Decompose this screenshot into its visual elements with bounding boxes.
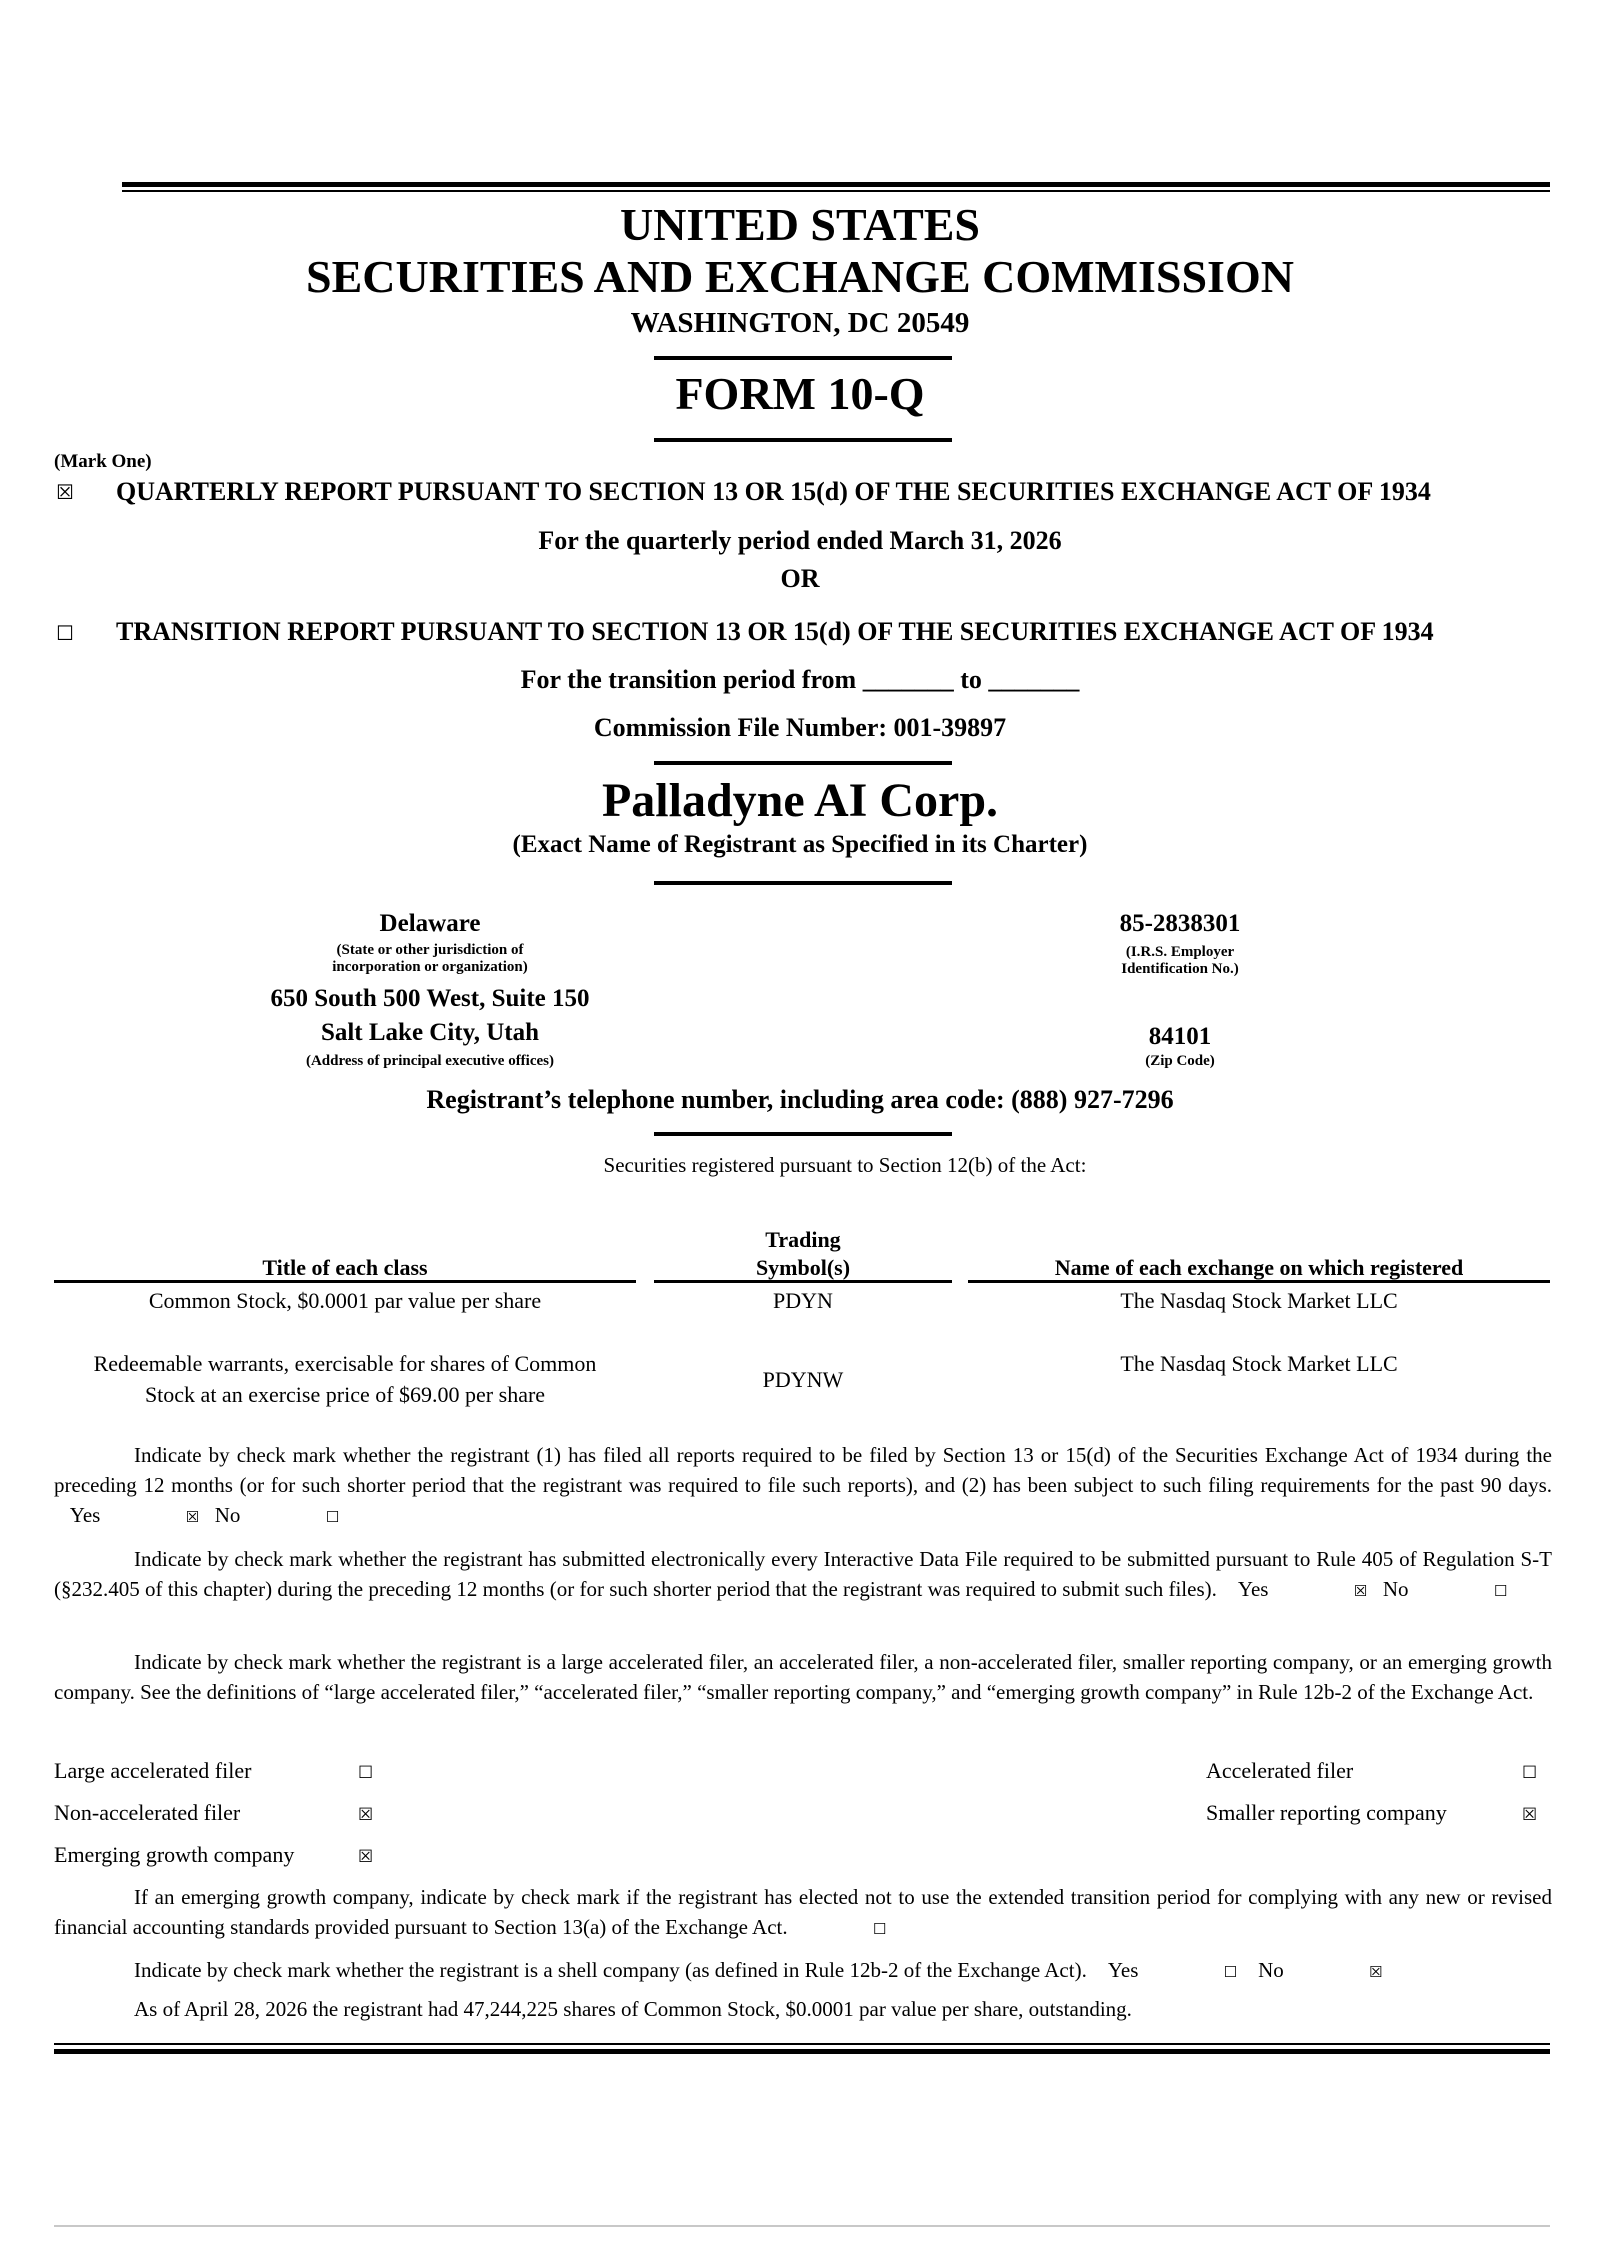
yes-checkbox[interactable]: ☒ bbox=[1353, 1582, 1368, 1600]
address-line-1: 650 South 500 West, Suite 150 bbox=[270, 985, 590, 1012]
divider-rule bbox=[654, 761, 952, 765]
interactive-data-text: Indicate by check mark whether the registrant has submitted electronically every Interactive Data File required to be submitted pursuant to Rule 405 of Regulation S-T (§232.405 of this chapter) during the preceding 12 months (or for such shorter period that the registrant was required to submit such files). bbox=[54, 1547, 1552, 1601]
yes-checkbox[interactable]: ☒ bbox=[185, 1508, 200, 1526]
page-footer-rule bbox=[54, 2225, 1550, 2227]
yes-checkbox[interactable]: ☐ bbox=[1223, 1963, 1238, 1981]
quarterly-report-label: QUARTERLY REPORT PURSUANT TO SECTION 13 OR 15(d) OF THE SECURITIES EXCHANGE ACT OF 1934 bbox=[116, 477, 1431, 506]
accelerated-filer-checkbox[interactable]: ☐ bbox=[1522, 1763, 1538, 1783]
no-label: No bbox=[214, 1503, 241, 1527]
no-checkbox[interactable]: ☐ bbox=[1493, 1582, 1508, 1600]
state-of-incorporation: Delaware bbox=[379, 910, 481, 937]
table-cell-title-line-2: Stock at an exercise price of $69.00 per share bbox=[144, 1382, 546, 1407]
filer-type-paragraph: Indicate by check mark whether the registrant is a large accelerated filer, an accelerated filer, a non-accelerated filer, smaller reporting company, or an emerging growth company. See the definitions of “large accelerated filer,” “accelerated filer,” “smaller reporting company,” and “emerging growth company” in Rule 12b-2 of the Exchange Act. bbox=[54, 1650, 1552, 1704]
header-line-1: UNITED STATES bbox=[619, 199, 981, 250]
non-accelerated-filer-label: Non-accelerated filer bbox=[54, 1800, 241, 1825]
table-cell-symbol: PDYN bbox=[773, 1288, 833, 1313]
header-rule bbox=[54, 1280, 636, 1283]
shares-outstanding-paragraph: As of April 28, 2026 the registrant had 47,244,225 shares of Common Stock, $0.0001 par value per share, outstanding. bbox=[134, 1997, 1132, 2021]
accelerated-filer-label: Accelerated filer bbox=[1206, 1758, 1354, 1783]
or-separator: OR bbox=[780, 564, 820, 593]
table-cell-title: Common Stock, $0.0001 par value per share bbox=[148, 1288, 542, 1313]
registrant-telephone: Registrant’s telephone number, including area code: (888) 927-7296 bbox=[426, 1085, 1174, 1114]
yes-label: Yes bbox=[1237, 1577, 1269, 1601]
header-trading-symbol-line-1: Trading bbox=[765, 1227, 841, 1252]
extended-transition-checkbox[interactable]: ☐ bbox=[872, 1920, 887, 1938]
divider-rule bbox=[654, 356, 952, 360]
commission-file-number: Commission File Number: 001-39897 bbox=[593, 713, 1007, 742]
shell-company-paragraph bbox=[54, 1955, 1552, 1987]
smaller-reporting-company-checkbox[interactable]: ☒ bbox=[1522, 1805, 1538, 1825]
ein-caption-line-1: (I.R.S. Employer bbox=[1125, 944, 1235, 960]
bottom-rule-thick bbox=[54, 2049, 1550, 2054]
extended-transition-paragraph bbox=[54, 1882, 1552, 1944]
securities-intro: Securities registered pursuant to Section 12(b) of the Act: bbox=[603, 1153, 1087, 1177]
quarterly-checkbox[interactable]: ☒ bbox=[56, 480, 74, 504]
large-accelerated-filer-checkbox[interactable]: ☐ bbox=[358, 1763, 374, 1783]
address-line-2: Salt Lake City, Utah bbox=[320, 1019, 540, 1046]
large-accelerated-filer-label: Large accelerated filer bbox=[54, 1758, 252, 1783]
divider-rule bbox=[654, 1132, 952, 1136]
no-label: No bbox=[1258, 1958, 1284, 1982]
interactive-data-paragraph bbox=[54, 1544, 1552, 1606]
yes-label: Yes bbox=[1107, 1958, 1139, 1982]
ein-caption-line-2: Identification No.) bbox=[1121, 961, 1239, 977]
filing-requirements-text: Indicate by check mark whether the registrant (1) has filed all reports required to be filed by Section 13 or 15(d) of the Securities Exchange Act of 1934 during the preceding 12 months (or for such shorter period that the registrant was required to file such reports), and (2) has been subject to such filing requirements for the past 90 days. bbox=[54, 1443, 1552, 1497]
bottom-rule-thin bbox=[54, 2043, 1550, 2045]
no-checkbox[interactable]: ☐ bbox=[325, 1508, 340, 1526]
top-rule-thin bbox=[122, 190, 1550, 192]
header-title-of-class: Title of each class bbox=[262, 1255, 428, 1280]
transition-report-label: TRANSITION REPORT PURSUANT TO SECTION 13 OR 15(d) OF THE SECURITIES EXCHANGE ACT OF 1934 bbox=[116, 617, 1434, 646]
state-caption-line-2: incorporation or organization) bbox=[332, 959, 528, 975]
zip-code: 84101 bbox=[1148, 1023, 1212, 1050]
transition-period: For the transition period from _______ to _______ bbox=[520, 665, 1080, 694]
transition-checkbox[interactable]: ☐ bbox=[56, 621, 74, 645]
no-label: No bbox=[1382, 1577, 1409, 1601]
no-checkbox[interactable]: ☒ bbox=[1369, 1963, 1383, 1981]
divider-rule bbox=[654, 438, 952, 442]
non-accelerated-filer-checkbox[interactable]: ☒ bbox=[358, 1805, 374, 1825]
zip-caption: (Zip Code) bbox=[1145, 1053, 1215, 1069]
mark-one-label: (Mark One) bbox=[54, 451, 152, 472]
header-rule bbox=[968, 1280, 1550, 1283]
state-caption-line-1: (State or other jurisdiction of bbox=[336, 942, 524, 958]
header-line-3: WASHINGTON, DC 20549 bbox=[630, 307, 970, 339]
yes-label: Yes bbox=[69, 1503, 101, 1527]
header-rule bbox=[654, 1280, 952, 1283]
ein-number: 85-2838301 bbox=[1119, 910, 1241, 937]
table-cell-exchange: The Nasdaq Stock Market LLC bbox=[1120, 1288, 1398, 1313]
registrant-name-caption: (Exact Name of Registrant as Specified in its Charter) bbox=[512, 831, 1088, 858]
address-caption: (Address of principal executive offices) bbox=[305, 1053, 554, 1069]
form-title: FORM 10-Q bbox=[675, 368, 925, 419]
divider-rule bbox=[654, 881, 952, 885]
quarterly-period: For the quarterly period ended March 31, 2026 bbox=[538, 526, 1062, 555]
shell-company-text: Indicate by check mark whether the registrant is a shell company (as defined in Rule 12b-2 of the Exchange Act). bbox=[134, 1958, 1087, 1982]
registrant-name: Palladyne AI Corp. bbox=[601, 774, 999, 827]
top-rule-thick bbox=[122, 182, 1550, 187]
table-cell-title: Redeemable warrants, exercisable for shares of Common bbox=[93, 1351, 597, 1376]
filing-requirements-paragraph bbox=[54, 1440, 1552, 1532]
table-cell-exchange: The Nasdaq Stock Market LLC bbox=[1120, 1351, 1398, 1376]
emerging-growth-company-checkbox[interactable]: ☒ bbox=[358, 1847, 374, 1867]
header-line-2: SECURITIES AND EXCHANGE COMMISSION bbox=[306, 251, 1294, 302]
extended-transition-text: If an emerging growth company, indicate by check mark if the registrant has elected not to use the extended transition period for complying with any new or revised financial accounting standards provided pursuant to Section 13(a) of the Exchange Act. bbox=[54, 1885, 1552, 1939]
table-cell-symbol: PDYNW bbox=[762, 1367, 844, 1392]
header-trading-symbol-line-2: Symbol(s) bbox=[755, 1255, 851, 1280]
emerging-growth-company-label: Emerging growth company bbox=[54, 1842, 295, 1867]
header-exchange-name: Name of each exchange on which registered bbox=[1054, 1255, 1464, 1280]
smaller-reporting-company-label: Smaller reporting company bbox=[1206, 1800, 1447, 1825]
